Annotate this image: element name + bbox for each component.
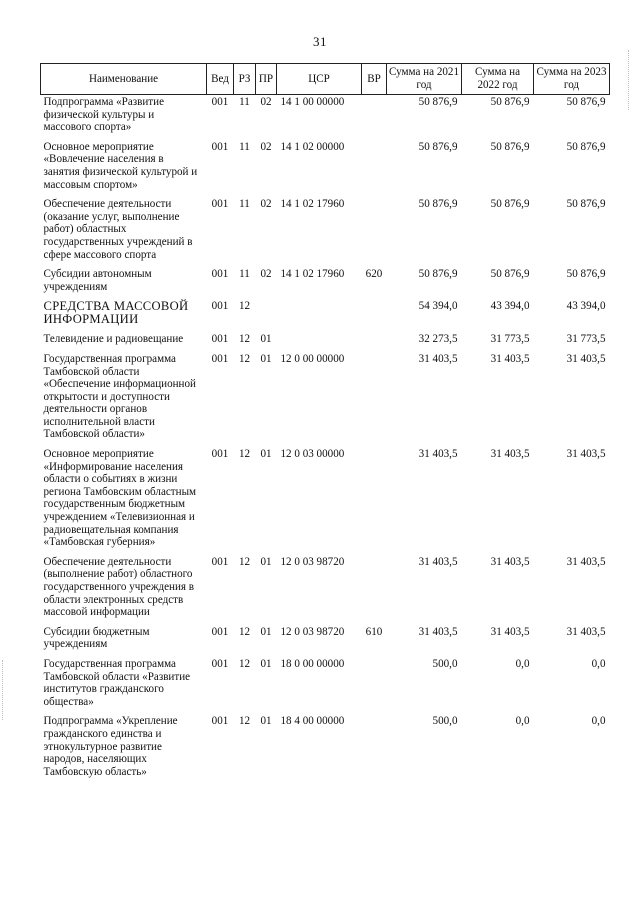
budget-table	[40, 63, 610, 784]
cell-csr: 14 1 02 17960	[280, 198, 345, 211]
cell-pr	[256, 299, 277, 332]
cell-name: Основное мероприятие «Вовлечение населения в занятия физической культурой и массовым спортом»	[43, 140, 198, 191]
cell-sum-2021: 31 403,5	[418, 555, 458, 568]
cell-vr	[362, 140, 387, 197]
cell-sum-2021: 500,0	[432, 657, 458, 670]
cell-rz: 12	[238, 555, 251, 568]
cell-name: Подпрограмма «Укрепление гражданского единства и этнокультурное развитие народов, населяющих Тамбовскую область»	[43, 715, 178, 778]
cell-vr	[362, 197, 387, 267]
cell-sum-2023: 50 876,9	[566, 198, 606, 211]
cell-name: СРЕДСТВА МАССОВОЙ ИНФОРМАЦИИ	[43, 299, 189, 327]
table-row	[41, 657, 610, 714]
table-row	[41, 299, 610, 332]
cell-pr: 01	[260, 352, 272, 365]
table-row	[41, 197, 610, 267]
cell-rz: 12	[238, 352, 251, 365]
cell-sum-2023: 31 403,5	[566, 555, 606, 568]
cell-pr: 02	[260, 268, 272, 281]
cell-sum-2022: 0,0	[515, 715, 530, 728]
cell-sum-2022: 43 394,0	[490, 300, 530, 313]
cell-name: Телевидение и радиовещание	[43, 333, 184, 346]
header-vr: ВР	[362, 64, 387, 95]
cell-pr: 01	[260, 625, 272, 638]
cell-rz: 11	[239, 198, 250, 211]
header-sum-2023: Сумма на 2023 год	[534, 64, 610, 95]
cell-pr: 02	[260, 96, 272, 108]
cell-pr: 02	[260, 140, 272, 153]
cell-vr	[362, 352, 387, 447]
header-rz: РЗ	[234, 64, 256, 95]
header-sum-2021: Сумма на 2021 год	[387, 64, 462, 95]
cell-rz: 12	[238, 448, 251, 461]
cell-sum-2021: 50 876,9	[418, 198, 458, 211]
table-header	[41, 64, 610, 95]
table-row	[41, 140, 610, 197]
cell-sum-2023: 31 773,5	[566, 333, 606, 346]
cell-pr: 01	[260, 715, 272, 728]
cell-csr: 12 0 03 00000	[280, 448, 345, 461]
cell-vr	[362, 555, 387, 625]
cell-name: Государственная программа Тамбовской области «Развитие институтов гражданского общества»	[43, 657, 191, 708]
cell-vr	[362, 299, 387, 332]
cell-pr: 01	[260, 333, 272, 346]
cell-sum-2022: 31 403,5	[490, 448, 530, 461]
cell-rz: 12	[238, 333, 251, 346]
cell-sum-2021: 32 273,5	[418, 333, 458, 346]
cell-rz: 12	[238, 300, 251, 313]
cell-vr: 620	[365, 268, 383, 281]
cell-ved: 001	[211, 352, 229, 365]
cell-sum-2023: 31 403,5	[566, 352, 606, 365]
table-body	[41, 95, 610, 785]
cell-rz: 11	[239, 140, 250, 153]
cell-ved: 001	[211, 333, 229, 346]
table-row	[41, 625, 610, 657]
cell-ved: 001	[211, 140, 229, 153]
header-csr: ЦСР	[277, 64, 362, 95]
cell-ved: 001	[211, 657, 229, 670]
cell-sum-2022: 50 876,9	[490, 198, 530, 211]
cell-rz: 11	[239, 96, 250, 108]
cell-csr: 18 0 00 00000	[280, 657, 345, 670]
cell-sum-2022: 0,0	[515, 657, 530, 670]
cell-rz: 12	[238, 715, 251, 728]
cell-vr	[362, 95, 387, 140]
cell-sum-2023: 50 876,9	[566, 140, 606, 153]
cell-rz: 11	[239, 268, 250, 281]
cell-sum-2022: 31 773,5	[490, 333, 530, 346]
cell-sum-2022: 50 876,9	[490, 140, 530, 153]
cell-ved: 001	[211, 198, 229, 211]
header-pr: ПР	[256, 64, 277, 95]
cell-csr	[277, 299, 362, 332]
cell-sum-2021: 31 403,5	[418, 448, 458, 461]
cell-ved: 001	[211, 96, 229, 108]
cell-pr: 01	[260, 657, 272, 670]
table-row	[41, 267, 610, 299]
cell-sum-2023: 31 403,5	[566, 625, 606, 638]
cell-sum-2023: 50 876,9	[566, 268, 606, 281]
table-row	[41, 352, 610, 447]
cell-sum-2021: 50 876,9	[418, 96, 458, 108]
cell-rz: 12	[238, 625, 251, 638]
cell-ved: 001	[211, 715, 229, 728]
cell-ved: 001	[211, 555, 229, 568]
cell-sum-2021: 50 876,9	[418, 268, 458, 281]
cell-vr	[362, 332, 387, 352]
cell-name: Субсидии бюджетным учреждениям	[43, 625, 150, 651]
cell-sum-2023: 43 394,0	[566, 300, 606, 313]
table-row	[41, 714, 610, 784]
cell-name: Основное мероприятие «Информирование населения области о событиях в жизни региона Тамбовским областным государственным бюджетным учреждением «Телевизионная и радиовещательная компания «Тамбовская губерния»	[43, 448, 197, 549]
cell-csr	[277, 332, 362, 352]
cell-sum-2023: 31 403,5	[566, 448, 606, 461]
cell-sum-2022: 50 876,9	[490, 96, 530, 108]
cell-sum-2023: 50 876,9	[566, 96, 606, 108]
cell-pr: 01	[260, 555, 272, 568]
cell-csr: 14 1 02 17960	[280, 268, 345, 281]
table-row	[41, 95, 610, 140]
page-number: 31	[313, 34, 327, 49]
cell-sum-2021: 500,0	[432, 715, 458, 728]
table-row	[41, 447, 610, 555]
cell-ved: 001	[211, 625, 229, 638]
cell-sum-2022: 31 403,5	[490, 625, 530, 638]
cell-pr: 01	[260, 448, 272, 461]
header-name: Наименование	[41, 64, 207, 95]
cell-vr: 610	[365, 625, 383, 638]
cell-vr	[362, 714, 387, 784]
cell-csr: 12 0 03 98720	[280, 555, 345, 568]
cell-name: Субсидии автономным учреждениям	[43, 268, 152, 293]
cell-sum-2023: 0,0	[591, 657, 606, 670]
cell-csr: 12 0 03 98720	[280, 625, 345, 638]
cell-sum-2022: 31 403,5	[490, 352, 530, 365]
cell-name: Обеспечение деятельности (выполнение работ) областного государственного учреждения в области электронных средств массовой информации	[43, 555, 195, 619]
table-row	[41, 332, 610, 352]
cell-ved: 001	[211, 448, 229, 461]
margin-mark	[628, 50, 639, 110]
cell-vr	[362, 657, 387, 714]
cell-pr: 02	[260, 198, 272, 211]
cell-sum-2023: 0,0	[591, 715, 606, 728]
cell-name: Государственная программа Тамбовской области «Обеспечение информационной открытости и доступности деятельности органов исполнительной власти Тамбовской области»	[43, 352, 196, 441]
cell-sum-2021: 31 403,5	[418, 352, 458, 365]
header-sum-2022: Сумма на 2022 год	[462, 64, 534, 95]
header-ved: Вед	[207, 64, 234, 95]
cell-csr: 18 4 00 00000	[280, 715, 345, 728]
margin-mark-left	[2, 660, 7, 720]
cell-sum-2021: 54 394,0	[418, 300, 458, 313]
cell-csr: 14 1 02 00000	[280, 140, 345, 153]
cell-csr: 14 1 00 00000	[280, 96, 345, 108]
cell-sum-2022: 31 403,5	[490, 555, 530, 568]
cell-name: Обеспечение деятельности (оказание услуг, выполнение работ) областных государственных учреждений в сфере массового спорта	[43, 198, 193, 261]
cell-name: Подпрограмма «Развитие физической культуры и массового спорта»	[43, 96, 165, 134]
cell-sum-2022: 50 876,9	[490, 268, 530, 281]
cell-rz: 12	[238, 657, 251, 670]
table-row	[41, 555, 610, 625]
cell-ved: 001	[211, 300, 229, 313]
cell-sum-2021: 50 876,9	[418, 140, 458, 153]
cell-ved: 001	[211, 268, 229, 281]
cell-sum-2021: 31 403,5	[418, 625, 458, 638]
cell-vr	[362, 447, 387, 555]
cell-csr: 12 0 00 00000	[280, 352, 345, 365]
